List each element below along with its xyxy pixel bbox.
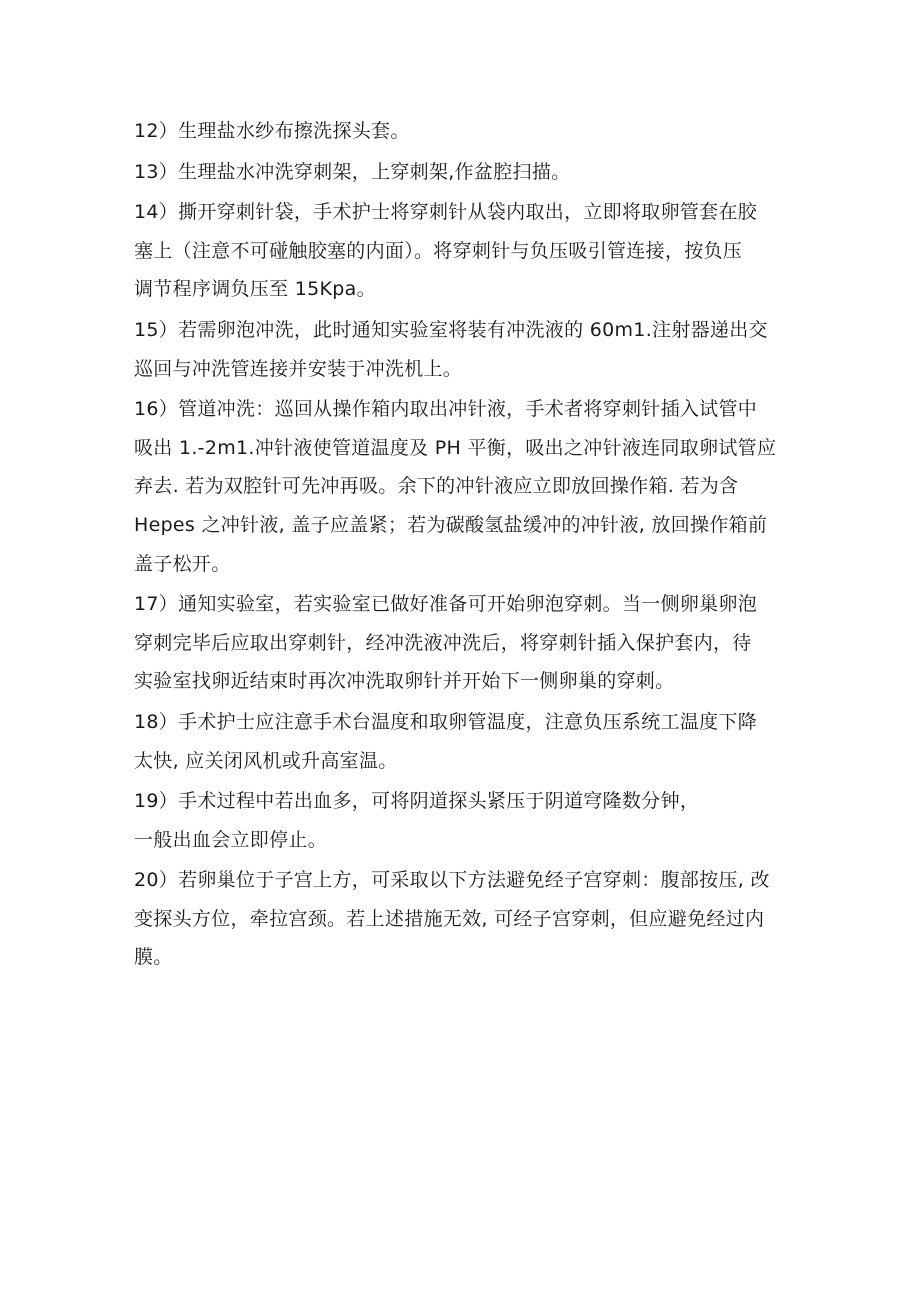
text-line: 19）手术过程中若出血多，可将阴道探头紧压于阴道穹隆数分钟，: [134, 790, 700, 813]
text-line: 12）生理盐水纱布擦洗探头套。: [134, 120, 410, 142]
paragraph-12: [134, 112, 794, 151]
paragraph-19: [134, 782, 794, 821]
paragraph-14: [134, 193, 794, 309]
paragraph-16: [134, 390, 794, 583]
paragraph-13: [134, 153, 794, 192]
text-line: 20）若卵巢位于子宫上方，可采取以下方法避免经子宫穿刺：腹部按压, 改: [134, 869, 770, 892]
text-line: 巡回与冲洗管连接并安装于冲洗机上。: [134, 357, 463, 380]
text-line: 穿刺完毕后应取出穿刺针，经冲洗液冲洗后，将穿刺针插入保护套内，待: [134, 631, 752, 654]
text-line: 17）通知实验室，若实验室已做好准备可开始卵泡穿刺。当一侧卵巢卵泡: [134, 593, 758, 616]
text-line: 实验室找卵近结束时再次冲洗取卵针并开始下一侧卵巢的穿刺。: [134, 670, 675, 693]
text-line: 调节程序调负压至 15Kpa。: [134, 278, 376, 301]
text-line: Hepes 之冲针液, 盖子应盖紧；若为碳酸氢盐缓冲的冲针液, 放回操作箱前: [134, 513, 768, 536]
text-line: 太快, 应关闭风机或升高室温。: [134, 749, 398, 772]
text-line: 13）生理盐水冲洗穿刺架，上穿刺架,作盆腔扫描。: [134, 160, 571, 183]
document-body: [134, 112, 794, 979]
paragraph-19-continued: [134, 821, 794, 860]
text-line: 16）管道冲洗：巡回从操作箱内取出冲针液，手术者将穿刺针插入试管中: [134, 398, 758, 421]
text-line: 变探头方位，牵拉宫颈。若上述措施无效, 可经子宫穿刺，但应避免经过内: [134, 907, 765, 930]
paragraph-15: [134, 311, 794, 388]
text-line: 一般出血会立即停止。: [134, 828, 328, 851]
text-line: 吸出 1.-2m1.冲针液使管道温度及 PH 平衡，吸出之冲针液连同取卵试管应: [134, 436, 777, 459]
text-line: 15）若需卵泡冲洗，此时通知实验室将装有冲洗液的 60m1.注射器递出交: [134, 318, 768, 341]
paragraph-20: [134, 861, 794, 977]
text-line: 弃去. 若为双腔针可先冲再吸。余下的冲针液应立即放回操作箱. 若为含: [134, 475, 739, 498]
text-line: 18）手术护士应注意手术台温度和取卵管温度，注意负压系统工温度下降: [134, 710, 758, 733]
text-line: 盖子松开。: [134, 552, 231, 575]
text-line: 膜。: [134, 946, 173, 969]
text-line: 14）撕开穿刺针袋，手术护士将穿刺针从袋内取出，立即将取卵管套在胶: [134, 201, 758, 224]
paragraph-18: [134, 703, 794, 780]
paragraph-17: [134, 585, 794, 701]
text-line: 塞上（注意不可碰触胶塞的内面）。将穿刺针与负压吸引管连接，按负压: [134, 239, 743, 262]
